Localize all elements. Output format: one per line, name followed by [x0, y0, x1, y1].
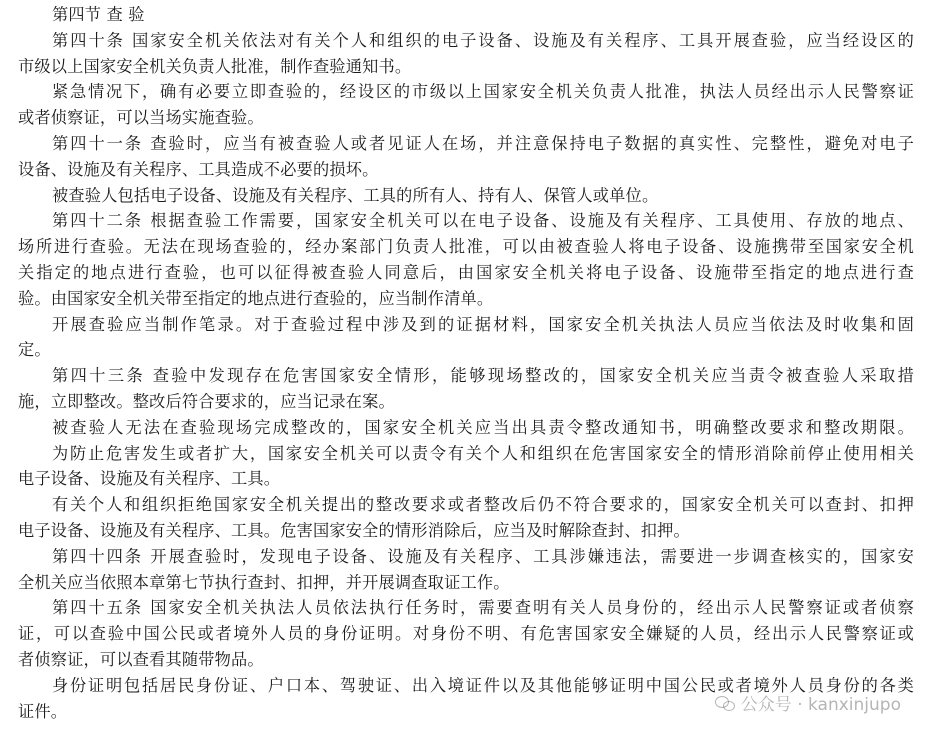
- text-line: 全机关应当依照本章第七节执行查封、扣押，并开展调查取证工作。: [18, 572, 510, 592]
- text-line: 身份证明包括居民身份证、户口本、驾驶证、出入境证件以及其他能够证明中国公民或者境外人员身份的各类: [52, 675, 914, 695]
- text-line: 者侦察证，可以查看其随带物品。: [18, 649, 264, 669]
- text-line: 市级以上国家安全机关负责人批准，制作查验通知书。: [18, 56, 412, 76]
- text-line: 被查验人包括电子设备、设施及有关程序、工具的所有人、持有人、保管人或单位。: [52, 185, 659, 205]
- text-line: 有关个人和组织拒绝国家安全机关提出的整改要求或者整改后仍不符合要求的，国家安全机关可以查封、扣押: [52, 495, 914, 515]
- text-line: 施，立即整改。整改后符合要求的，应当记录在案。: [18, 391, 395, 411]
- text-line: 第四十一条 查验时，应当有被查验人或者见证人在场，并注意保持电子数据的真实性、完整性，避免对电子: [52, 133, 914, 153]
- text-line: 证件。: [18, 701, 68, 721]
- text-line: 为防止危害发生或者扩大，国家安全机关可以责令有关个人和组织在危害国家安全的情形消除前停止使用相关: [52, 443, 914, 463]
- text-line: 定。: [18, 340, 51, 360]
- text-line: 第四十三条 查验中发现存在危害国家安全情形，能够现场整改的，国家安全机关应当责令被查验人采取措: [52, 366, 914, 386]
- watermark-label: 公众号 · kanxinjupo: [740, 695, 901, 715]
- text-line: 场所进行查验。无法在现场查验的，经办案部门负责人批准，可以由被查验人将电子设备、设施携带至国家安全机: [18, 237, 914, 257]
- text-line: 紧急情况下，确有必要立即查验的，经设区的市级以上国家安全机关负责人批准，执法人员经出示人民警察证: [52, 82, 914, 102]
- text-line: 第四节 查 验: [52, 5, 145, 24]
- text-line: 证，可以查验中国公民或者境外人员的身份证明。对身份不明、有危害国家安全嫌疑的人员，经出示人民警察证或: [18, 624, 914, 644]
- text-line: 设备、设施及有关程序、工具造成不必要的损坏。: [18, 159, 379, 179]
- text-line: 第四十二条 根据查验工作需要，国家安全机关可以在电子设备、设施及有关程序、工具使用、存放的地点、: [52, 211, 914, 231]
- text-line: 第四十条 国家安全机关依法对有关个人和组织的电子设备、设施及有关程序、工具开展查验，应当经设区的: [52, 30, 914, 50]
- document-body: [18, 2, 914, 724]
- text-line: 关指定的地点进行查验，也可以征得被查验人同意后，由国家安全机关将电子设备、设施带至指定的地点进行查: [18, 262, 914, 282]
- text-line: 开展查验应当制作笔录。对于查验过程中涉及到的证据材料，国家安全机关执法人员应当依法及时收集和固: [52, 314, 914, 334]
- text-line: 第四十五条 国家安全机关执法人员依法执行任务时，需要查明有关人员身份的，经出示人民警察证或者侦察: [52, 598, 914, 618]
- text-line: 验。由国家安全机关带至指定的地点进行查验的，应当制作清单。: [18, 288, 494, 308]
- text-line: 第四十四条 开展查验时，发现电子设备、设施及有关程序、工具涉嫌违法，需要进一步调查核实的，国家安: [52, 546, 914, 566]
- text-line: 电子设备、设施及有关程序、工具。危害国家安全的情形消除后，应当及时解除查封、扣押。: [18, 520, 690, 540]
- text-line: 电子设备、设施及有关程序、工具。: [18, 469, 281, 489]
- text-line: 被查验人无法在查验现场完成整改的，国家安全机关应当出具责令整改通知书，明确整改要求和整改期限。: [52, 417, 914, 437]
- text-line: 或者侦察证，可以当场实施查验。: [18, 108, 264, 128]
